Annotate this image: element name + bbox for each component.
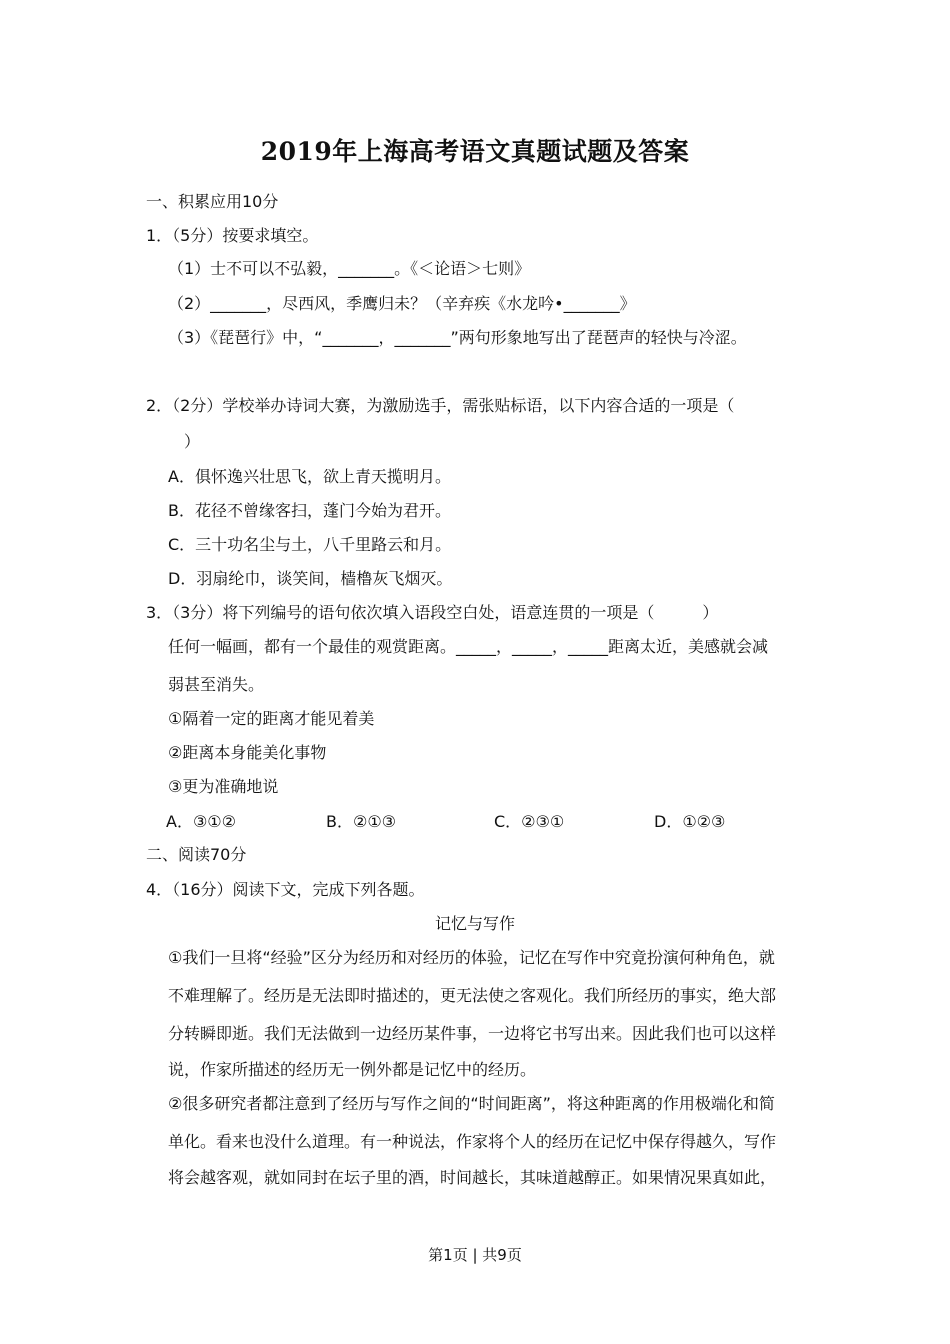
question-2-option-d: D．羽扇纶巾，谈笑间，樯橹灰飞烟灭。 xyxy=(168,569,453,588)
article-paragraph-2-line-1: ②很多研究者都注意到了经历与写作之间的“时间距离”，将这种距离的作用极端化和简 xyxy=(168,1094,775,1113)
question-3-sentence-1: ①隔着一定的距离才能见着美 xyxy=(168,709,375,728)
question-2-option-c: C．三十功名尘与土，八千里路云和月。 xyxy=(168,535,452,554)
question-2-stem-cont: ） xyxy=(184,432,201,451)
question-1-stem: 1．（5分）按要求填空。 xyxy=(146,226,319,245)
question-3-passage-line-2: 弱甚至消失。 xyxy=(168,675,265,694)
article-paragraph-2-line-2: 单化。看来也没什么道理。有一种说法，作家将个人的经历在记忆中保存得越久，写作 xyxy=(168,1132,777,1151)
question-1-item-1: （1）士不可以不弘毅，_______。《＜论语＞七则》 xyxy=(168,259,531,278)
question-3-sentence-2: ②距离本身能美化事物 xyxy=(168,743,327,762)
question-3-passage-line-1: 任何一幅画，都有一个最佳的观赏距离。_____，_____，_____距离太近，美感就会减 xyxy=(168,637,769,656)
question-2-option-a: A．俱怀逸兴壮思飞，欲上青天揽明月。 xyxy=(168,467,451,486)
question-2-stem: 2．（2分）学校举办诗词大赛，为激励选手，需张贴标语，以下内容合适的一项是（ xyxy=(146,396,735,415)
question-1-item-2: （2）_______，尽西风，季鹰归未？（辛弃疾《水龙吟•_______》 xyxy=(168,294,636,313)
article-paragraph-1-line-3: 分转瞬即逝。我们无法做到一边经历某件事，一边将它书写出来。因此我们也可以这样 xyxy=(168,1024,777,1043)
question-2-option-b: B．花径不曾缘客扫，蓬门今始为君开。 xyxy=(168,501,451,520)
page-footer: 第1页 | 共9页 xyxy=(428,1246,522,1264)
article-paragraph-1-line-1: ①我们一旦将“经验”区分为经历和对经历的体验，记忆在写作中究竟扮演何种角色，就 xyxy=(168,948,775,967)
question-3-option-c: C．②③① xyxy=(494,812,565,831)
article-paragraph-2-line-3: 将会越客观，就如同封在坛子里的酒，时间越长，其味道越醇正。如果情况果真如此， xyxy=(168,1168,777,1187)
question-3-sentence-3: ③更为准确地说 xyxy=(168,777,279,796)
question-4-stem: 4．（16分）阅读下文，完成下列各题。 xyxy=(146,880,425,899)
question-1-item-3: （3）《琵琶行》中，“_______，_______”两句形象地写出了琵琶声的轻快与冷涩。 xyxy=(168,328,747,347)
question-3-option-b: B．②①③ xyxy=(326,812,397,831)
question-3-option-a: A．③①② xyxy=(166,812,236,831)
question-3-option-d: D．①②③ xyxy=(654,812,726,831)
section-heading-1: 一、积累应用10分 xyxy=(146,192,279,211)
article-paragraph-1-line-2: 不难理解了。经历是无法即时描述的，更无法使之客观化。我们所经历的事实，绝大部 xyxy=(168,986,777,1005)
article-title: 记忆与写作 xyxy=(434,914,515,933)
article-paragraph-1-line-4: 说，作家所描述的经历无一例外都是记忆中的经历。 xyxy=(168,1060,537,1079)
page-title: 2019年上海高考语文真题试题及答案 xyxy=(260,137,690,166)
question-3-stem: 3．（3分）将下列编号的语句依次填入语段空白处，语意连贯的一项是（ ） xyxy=(146,603,719,622)
section-heading-2: 二、阅读70分 xyxy=(146,845,247,864)
